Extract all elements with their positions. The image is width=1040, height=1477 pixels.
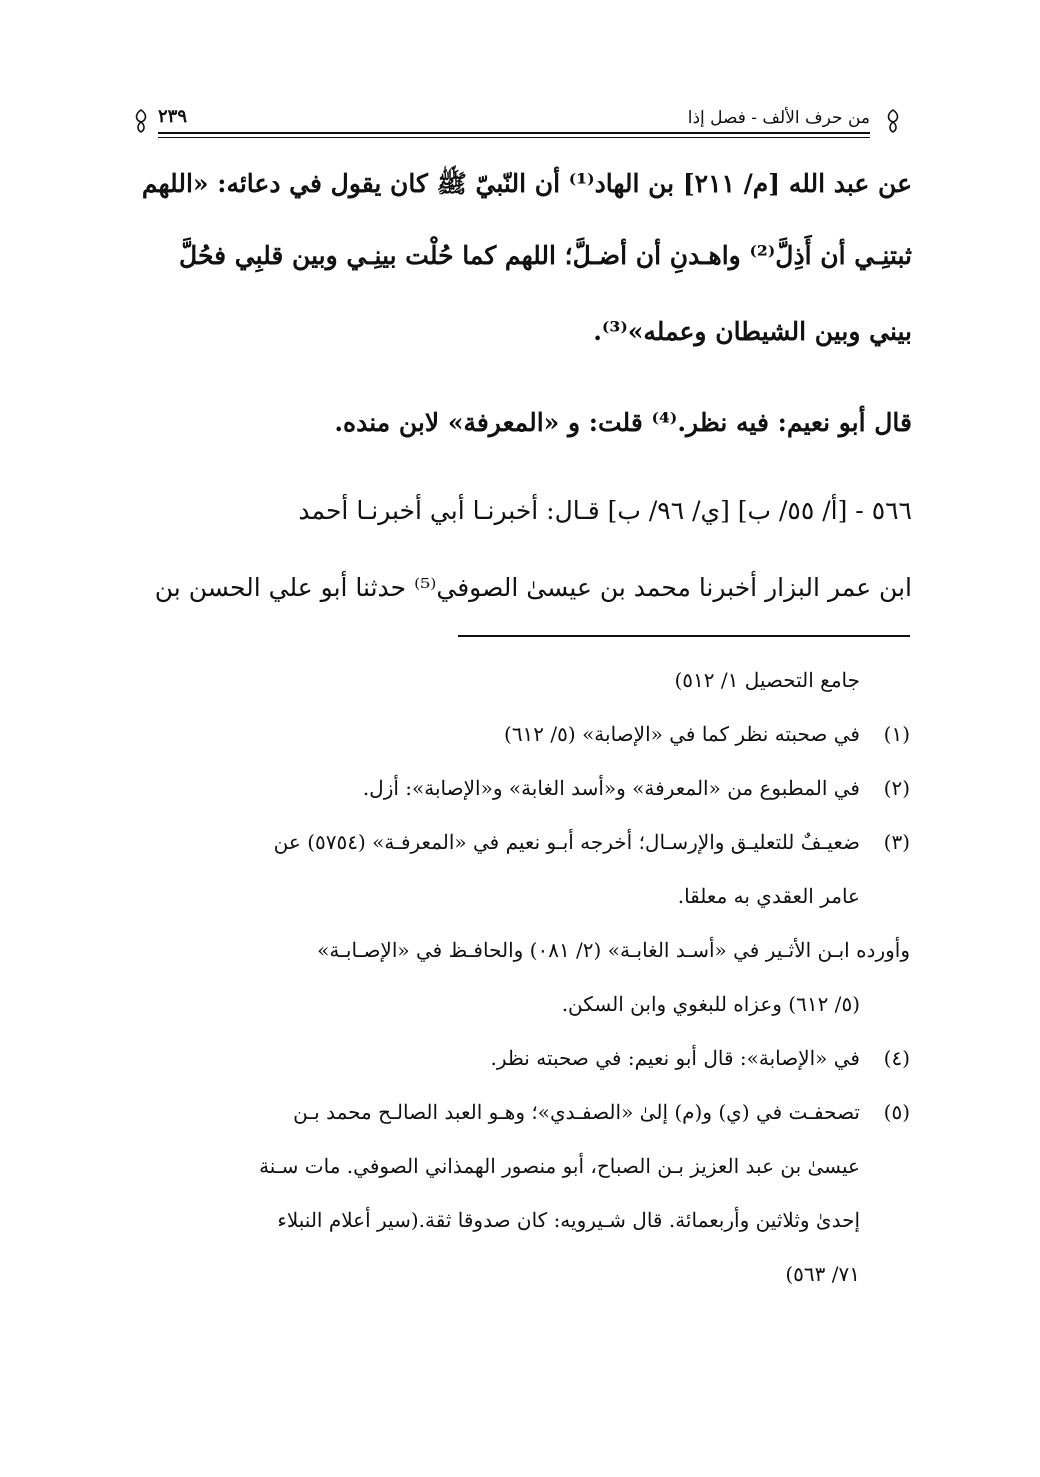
body-text: عن عبد الله [م/ ٢١١] بن الهاد⁽¹⁾ أن النّبيّ ﷺ كان يقول في دعائه: «اللهم [141,169,912,198]
header-rule [158,132,870,134]
hadith-number-line [132,496,912,525]
footnote-3-continued [78,884,910,908]
body-line [132,573,912,602]
page-header [128,106,910,140]
body-text: بيني وبين الشيطان وعمله»⁽³⁾. [593,317,912,346]
footnote-number: (٥) [883,1100,910,1124]
footnote-text: ضعيـفٌ للتعليـق والإرسـال؛ أخرجه أبـو نعيم في «المعرفـة» (٥٧٥٤) عن [273,830,860,854]
footnote-5 [128,1100,910,1124]
header-rule-thin [158,137,870,138]
footnote-carry [78,668,910,692]
body-line [132,408,912,437]
footnote-number: (٣) [883,830,910,854]
page-number: ٢٣٩ [158,106,193,127]
ornament-icon [130,108,152,134]
footnote-5-continued [78,1262,910,1286]
footnote-text: تصحفـت في (ي) و(م) إلىٰ «الصفـدي»؛ وهـو العبد الصالـح محمد بـن [293,1100,860,1124]
footnote-text: في صحبته نظر كما في «الإصابة» (٥/ ٦١٢) [504,722,860,746]
body-text: ثبتنِـي أن أَذِلَّ⁽²⁾ واهـدنِ أن أضـلَّ؛ اللهم كما حُلْت بينِـي وبين قلبِي فحُلَّ [179,241,912,270]
body-text: ٥٦٦ - [أ/ ٥٥/ ب] [ي/ ٩٦/ ب] قـال: أخبرنـا أبي أخبرنـا أحمد [298,496,912,525]
footnote-text: ٧١/ ٥٦٣) [785,1262,860,1286]
body-line [132,168,912,205]
footnote-3-continued [78,992,910,1016]
footnote-5-continued [78,1154,910,1178]
footnote-number: (٢) [883,776,910,800]
footnote-text: إحدىٰ وثلاثين وأربعمائة. قال شـيرويه: كان صدوقا ثقة.(سير أعلام النبلاء [277,1208,860,1232]
footnote-text: عيسىٰ بن عبد العزيز بـن الصباح، أبو منصور الهمذاني الصوفي. مات سـنة [259,1154,860,1178]
body-text: ابن عمر البزار أخبرنا محمد بن عيسىٰ الصوفي⁽⁵⁾ حدثنا أبو علي الحسن بن [154,573,912,602]
footnote-separator [458,635,910,637]
footnote-3 [128,830,910,854]
footnote-text: جامع التحصيل ١/ ٥١٢) [674,668,860,692]
footnote-4 [128,1046,910,1070]
ornament-icon [882,108,904,134]
footnote-text: في «الإصابة»: قال أبو نعيم: في صحبته نظر. [490,1046,860,1070]
footnote-text: (٥/ ٦١٢) وعزاه للبغوي وابن السكن. [561,992,860,1016]
body-line [132,317,912,346]
footnote-text: وأورده ابـن الأثـير في «أسـد الغابـة» (٢/ ٠٨١) والحافـظ في «الإصـابـة» [317,938,910,962]
header-title: من حرف الألف - فصل إذا [682,108,870,128]
footnote-number: (٤) [883,1046,910,1070]
footnote-3-continued [128,938,910,962]
footnote-5-continued [78,1208,910,1232]
footnote-2 [128,776,910,800]
footnote-number: (١) [883,722,910,746]
body-text: قال أبو نعيم: فيه نظر.⁽⁴⁾ قلت: و «المعرفة» لابن منده. [334,408,912,437]
body-line [132,241,912,270]
footnote-1 [128,722,910,746]
footnote-text: في المطبوع من «المعرفة» و«أسد الغابة» و«الإصابة»: أزل. [362,776,860,800]
footnote-text: عامر العقدي به معلقا. [677,884,860,908]
